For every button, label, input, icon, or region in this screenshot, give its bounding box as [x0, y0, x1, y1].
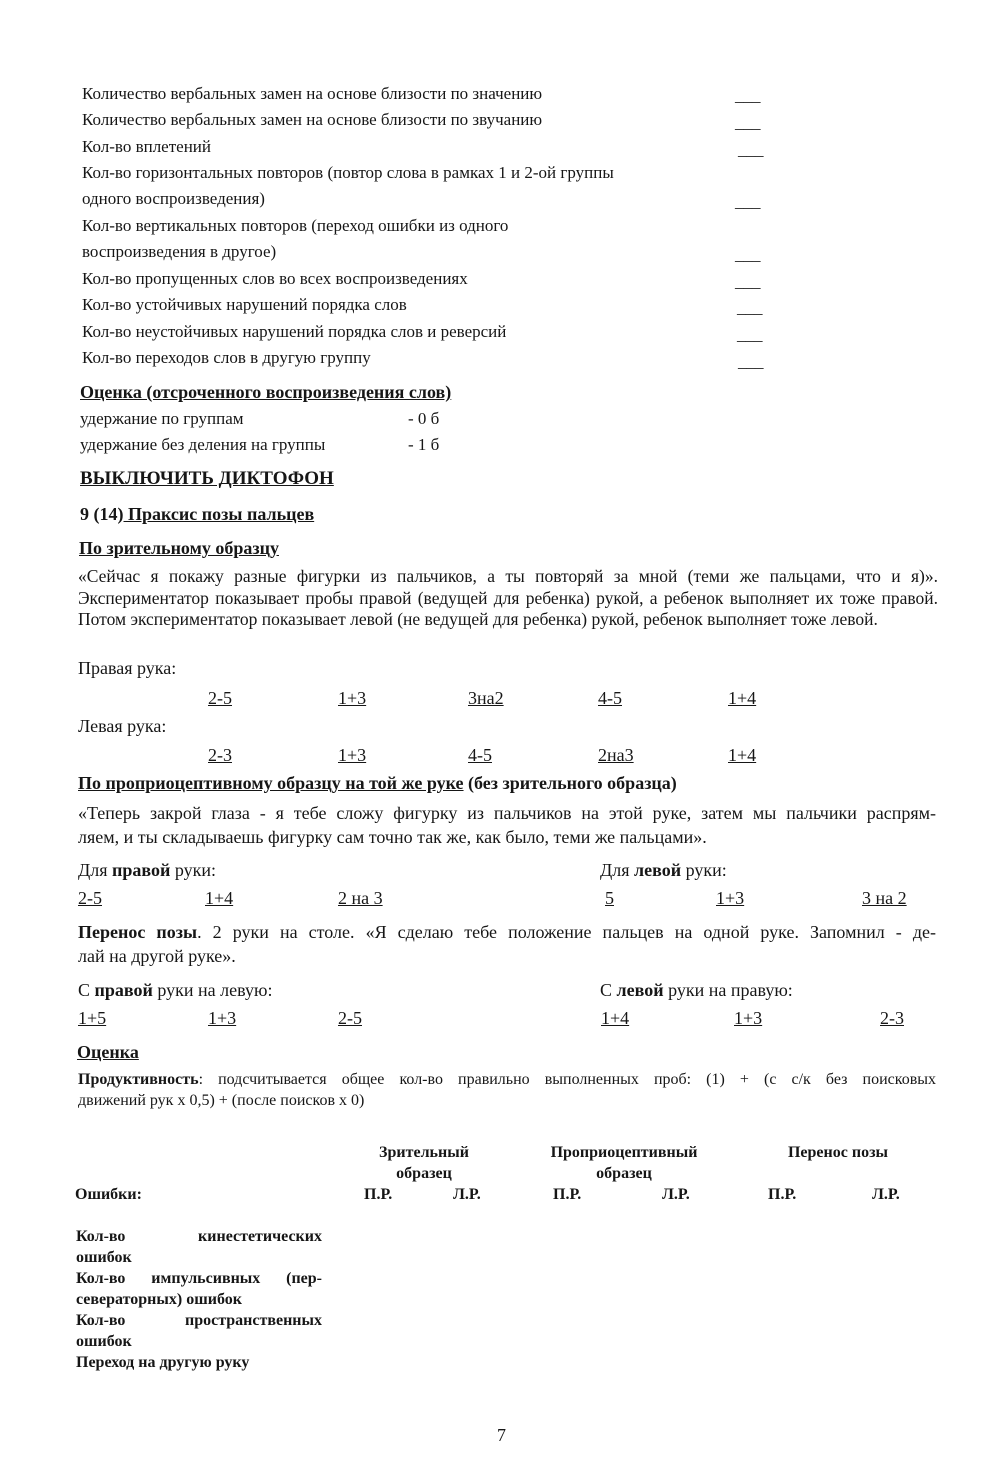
criterion-label-cont: одного воспроизведения): [82, 189, 265, 208]
section-number: 9 (14): [80, 504, 124, 524]
criterion-label: Кол-во устойчивых нарушений порядка слов: [82, 295, 407, 314]
probe-item: 5: [605, 888, 614, 908]
delayed-row-score: - 1 б: [408, 435, 440, 454]
probe-item: 1+3: [338, 688, 367, 708]
criterion-blank: ___: [735, 272, 761, 291]
label-bold-part: правой: [112, 860, 171, 880]
section-title: [80, 503, 314, 525]
probe-item: 2на3: [598, 745, 634, 765]
probe-item: 2-5: [338, 1008, 362, 1028]
probe-item: 1+4: [205, 888, 234, 908]
error-row-line: Переход на другую руку: [76, 1354, 250, 1371]
proprio-heading-rest: (без зрительного образца): [463, 773, 677, 793]
criterion-blank: ___: [735, 192, 761, 211]
errors-label: Ошибки:: [75, 1186, 142, 1203]
probe-item: 1+4: [728, 745, 757, 765]
error-row-line: Кол-во импульсивных (пер-: [76, 1270, 322, 1287]
error-row-line: ошибок: [76, 1333, 132, 1350]
label-part: руки:: [170, 860, 217, 880]
delayed-row-label: удержание по группам: [80, 409, 244, 428]
subcol-header: Л.Р.: [662, 1186, 690, 1203]
transfer-line1: [78, 921, 936, 943]
label-part: руки:: [681, 860, 727, 880]
label-bold-part: левой: [616, 980, 664, 1000]
productivity-line1: [78, 1069, 936, 1090]
criterion-blank: ___: [735, 245, 761, 264]
subcol-header: Л.Р.: [453, 1186, 481, 1203]
label-part: руки на правую:: [663, 980, 793, 1000]
criterion-label: Кол-во вплетений: [82, 137, 211, 156]
error-row-line: севераторных) ошибок: [76, 1291, 242, 1308]
label-part: С: [600, 980, 617, 1000]
proprio-right-label: [78, 859, 216, 881]
probe-item: 1+5: [78, 1008, 107, 1028]
criterion-label: Кол-во пропущенных слов во всех воспроизведениях: [82, 269, 468, 288]
criterion-label: Кол-во горизонтальных повторов (повтор слова в рамках 1 и 2-ой группы: [82, 163, 614, 182]
transfer-text: . 2 руки на столе. «Я сделаю тебе положение пальцев на одной руке. Запомнил - де-: [197, 922, 936, 942]
table-group-header: [344, 1142, 504, 1184]
visual-right-label: Правая рука:: [78, 658, 177, 678]
proprio-left-label: [600, 859, 727, 881]
group-header-line: Зрительный: [379, 1144, 469, 1161]
probe-item: 1+4: [728, 688, 757, 708]
error-row: [76, 1226, 322, 1373]
transfer-l2r-label: [600, 979, 793, 1001]
probe-item: 2 на 3: [338, 888, 383, 908]
proprio-heading-main: По проприоцептивному образцу на той же руке: [78, 773, 464, 793]
proprio-instruction-line1: «Теперь закрой глаза - я тебе сложу фигурку из пальчиков на этой руке, затем мы пальчики распрям-: [78, 803, 936, 823]
group-header-line: Перенос позы: [787, 1144, 888, 1161]
label-bold-part: левой: [634, 860, 682, 880]
probe-item: 1+3: [716, 888, 745, 908]
page-number: 7: [497, 1425, 506, 1445]
criterion-blank: ___: [735, 113, 761, 132]
criterion-label: Кол-во вертикальных повторов (переход ошибки из одного: [82, 216, 509, 235]
productivity-line2: движений рук х 0,5) + (после поисков х 0): [78, 1092, 365, 1109]
probe-item: 2-3: [880, 1008, 904, 1028]
subcol-header: П.Р.: [768, 1186, 797, 1203]
probe-item: 3 на 2: [862, 888, 907, 908]
criterion-blank: ___: [738, 352, 764, 371]
productivity-bold: Продуктивность: [78, 1071, 199, 1088]
probe-item: 2-3: [208, 745, 232, 765]
recorder-off-heading: ВЫКЛЮЧИТЬ ДИКТОФОН: [80, 468, 334, 489]
group-header-line: образец: [596, 1165, 652, 1182]
error-row-line: ошибок: [76, 1249, 132, 1266]
probe-item: 1+3: [338, 745, 367, 765]
label-part: руки на левую:: [152, 980, 273, 1000]
delayed-row-score: - 0 б: [408, 409, 440, 428]
transfer-line2: лай на другой руке».: [78, 946, 236, 966]
table-group-header: [758, 1142, 918, 1163]
error-row-line: Кол-во пространственных: [76, 1312, 322, 1329]
transfer-bold: Перенос позы: [78, 922, 198, 942]
probe-item: 1+4: [601, 1008, 630, 1028]
criterion-blank: ___: [737, 325, 763, 344]
section-name: Праксис позы пальцев: [123, 504, 315, 524]
label-part: Для: [600, 860, 635, 880]
visual-left-label: Левая рука:: [78, 716, 167, 736]
probe-item: 3на2: [468, 688, 504, 708]
criterion-blank: ___: [738, 140, 764, 159]
proprio-heading: [78, 772, 677, 794]
probe-item: 1+3: [208, 1008, 237, 1028]
error-row-line: Кол-во кинестетических: [76, 1228, 322, 1245]
criterion-label: Кол-во неустойчивых нарушений порядка слов и реверсий: [82, 322, 507, 341]
label-part: С: [78, 980, 95, 1000]
proprio-instruction-line2: ляем, и ты складываешь фигурку сам точно так же, как было, теми же пальцами».: [78, 827, 707, 847]
probe-item: 4-5: [468, 745, 492, 765]
transfer-r2l-label: [78, 979, 272, 1001]
criterion-label: Кол-во переходов слов в другую группу: [82, 348, 371, 367]
delayed-row-label: удержание без деления на группы: [80, 435, 326, 454]
subcol-header: П.Р.: [553, 1186, 582, 1203]
visual-heading: По зрительному образцу: [79, 538, 279, 558]
group-header-line: образец: [396, 1165, 452, 1182]
criterion-blank: ___: [737, 298, 763, 317]
table-group-header: [534, 1142, 714, 1184]
label-bold-part: правой: [94, 980, 153, 1000]
criterion-label: Количество вербальных замен на основе близости по значению: [82, 84, 543, 103]
probe-item: 1+3: [734, 1008, 763, 1028]
probe-item: 4-5: [598, 688, 622, 708]
label-part: Для: [78, 860, 113, 880]
criterion-label: Количество вербальных замен на основе близости по звучанию: [82, 110, 543, 129]
score-heading: Оценка: [77, 1042, 139, 1062]
delayed-heading: Оценка (отсроченного воспроизведения слов): [80, 382, 452, 402]
probe-item: 2-5: [208, 688, 232, 708]
subcol-header: Л.Р.: [872, 1186, 900, 1203]
subcol-header: П.Р.: [364, 1186, 393, 1203]
visual-instruction: «Сейчас я покажу разные фигурки из пальчиков, а ты повторяй за мной (теми же пальцами, что и я)». Экспериментатор показывает пробы правой (ведущей для ребенка) рукой, а ребенок выполняет их тоже правой. Потом экспериментатор показывает левой (не ведущей для ребенка) рукой, ребенок выполняет тоже левой.: [78, 566, 938, 629]
criterion-blank: ___: [735, 86, 761, 105]
criterion-label-cont: воспроизведения в другое): [82, 242, 277, 261]
productivity-text: : подсчитывается общее кол-во правильно выполненных проб: (1) + (с с/к без поисковых: [198, 1071, 936, 1088]
group-header-line: Проприоцептивный: [550, 1144, 698, 1161]
probe-item: 2-5: [78, 888, 102, 908]
